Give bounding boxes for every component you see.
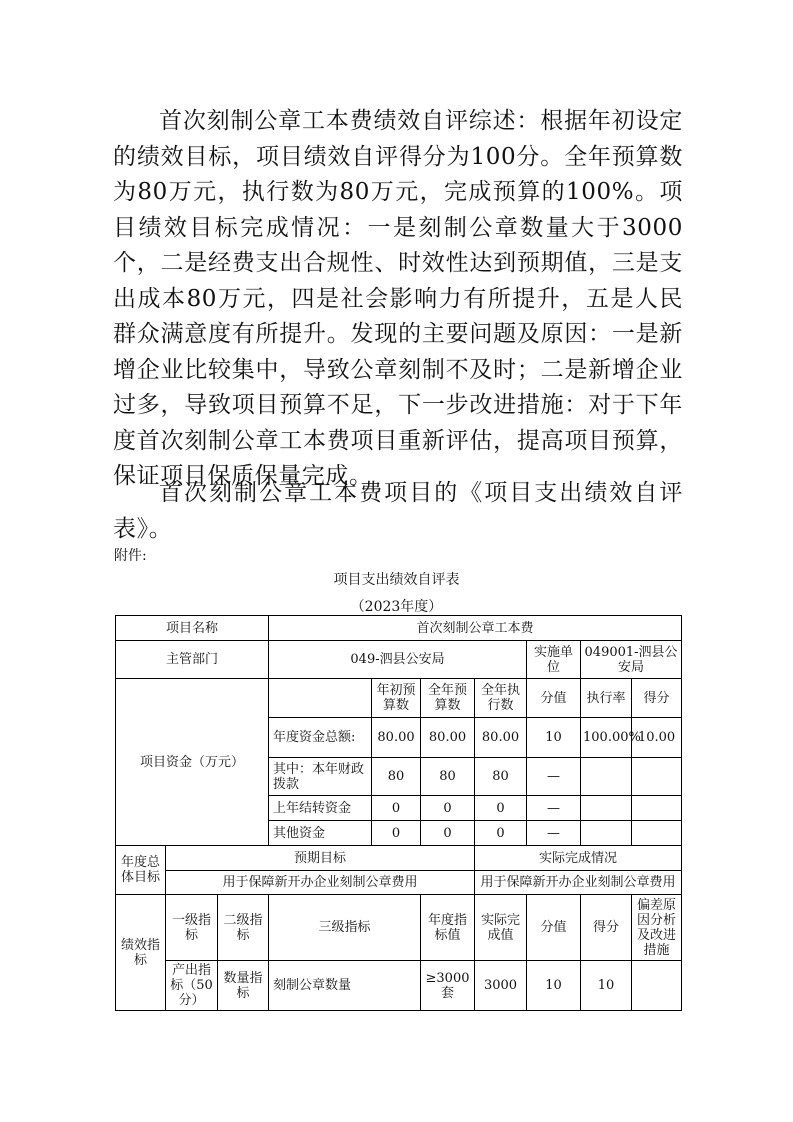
funds-cell: — (527, 796, 581, 821)
actual-label: 实际完成情况 (475, 846, 682, 871)
perf-actual: 3000 (475, 961, 527, 1011)
perf-score-value: 10 (527, 961, 581, 1011)
funds-cell: — (527, 758, 581, 796)
funds-row-label: 其中：本年财政拨款 (269, 758, 372, 796)
funds-cell: 80.00 (421, 718, 475, 758)
funds-header: 全年执行数 (475, 679, 527, 718)
project-name-label: 项目名称 (116, 616, 269, 641)
actual-goal: 用于保障新开办企业刻制公章费用 (475, 871, 682, 895)
funds-cell: 0 (421, 821, 475, 846)
dept-value: 049-泗县公安局 (269, 641, 527, 679)
perf-header: 分值 (527, 895, 581, 961)
perf-header: 实际完成值 (475, 895, 527, 961)
goal-label: 年度总体目标 (116, 846, 166, 895)
project-name: 首次刻制公章工本费 (269, 616, 682, 641)
funds-cell: 80.00 (475, 718, 527, 758)
funds-cell: 10.00 (632, 718, 682, 758)
funds-header: 全年预算数 (421, 679, 475, 718)
funds-cell: — (527, 821, 581, 846)
perf-header: 二级指标 (218, 895, 269, 961)
funds-cell (632, 758, 682, 796)
funds-row-label: 年度资金总额: (269, 718, 372, 758)
funds-cell (632, 796, 682, 821)
funds-cell: 0 (475, 821, 527, 846)
perf-header: 得分 (581, 895, 632, 961)
funds-cell: 10 (527, 718, 581, 758)
perf-remark (632, 961, 682, 1011)
funds-label: 项目资金（万元） (116, 679, 269, 846)
funds-header: 得分 (632, 679, 682, 718)
perf-level3: 刻制公章数量 (269, 961, 421, 1011)
funds-header: 年初预算数 (372, 679, 421, 718)
funds-cell: 0 (475, 796, 527, 821)
funds-cell: 0 (372, 821, 421, 846)
expected-label: 预期目标 (166, 846, 475, 871)
funds-header-blank (269, 679, 372, 718)
funds-cell (581, 821, 632, 846)
perf-header: 三级指标 (269, 895, 421, 961)
report-year: （2023年度） (350, 599, 443, 615)
funds-row-label: 其他资金 (269, 821, 372, 846)
impl-value: 049001-泗县公安局 (581, 641, 682, 679)
report-title: 项目支出绩效自评表 (333, 572, 460, 588)
dept-label: 主管部门 (116, 641, 269, 679)
perf-label: 绩效指标 (116, 895, 166, 1011)
funds-header: 分值 (527, 679, 581, 718)
funds-cell: 0 (372, 796, 421, 821)
perf-header: 年度指标值 (421, 895, 475, 961)
summary-paragraph: 首次刻制公章工本费绩效自评综述：根据年初设定的绩效目标，项目绩效自评得分为100分。全年预算数为80万元，执行数为80万元，完成预算的100%。项目绩效目标完成情况：一是刻制公章数量大于3000个，二是经费支出合规性、时效性达到预期值，三是支出成本80万元，四是社会影响力有所提升，五是人民群众满意度有所提升。发现的主要问题及原因：一是新增企业比较集中，导致公章刻制不及时；二是新增企业过多，导致项目预算不足，下一步改进措施：对于下年度首次刻制公章工本费项目重新评估，提高项目预算，保证项目保质保量完成。 (113, 108, 683, 489)
attachment-reference: 首次刻制公章工本费项目的《项目支出绩效自评表》。 (113, 480, 683, 542)
funds-header: 执行率 (581, 679, 632, 718)
perf-level1: 产出指标（50分） (166, 961, 218, 1011)
performance-table (115, 615, 682, 1011)
perf-header: 偏差原因分析及改进措施 (632, 895, 682, 961)
funds-cell (581, 758, 632, 796)
perf-header: 一级指标 (166, 895, 218, 961)
funds-cell: 80 (372, 758, 421, 796)
funds-row-label: 上年结转资金 (269, 796, 372, 821)
perf-level2: 数量指标 (218, 961, 269, 1011)
funds-cell (581, 796, 632, 821)
funds-cell: 80 (475, 758, 527, 796)
perf-target: ≥3000套 (421, 961, 475, 1011)
perf-score: 10 (581, 961, 632, 1011)
expected-goal: 用于保障新开办企业刻制公章费用 (166, 871, 475, 895)
funds-cell: 80 (421, 758, 475, 796)
funds-cell (632, 821, 682, 846)
attachment-label: 附件: (114, 548, 147, 564)
funds-cell: 80.00 (372, 718, 421, 758)
funds-cell: 0 (421, 796, 475, 821)
funds-cell: 100.00% (581, 718, 632, 758)
impl-label: 实施单位 (527, 641, 581, 679)
